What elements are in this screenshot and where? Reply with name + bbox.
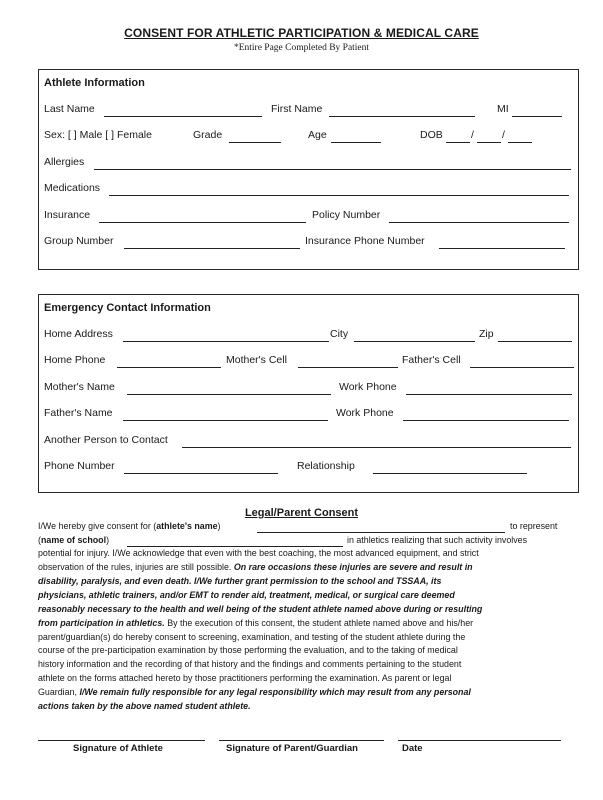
- home-phone-field[interactable]: [117, 367, 221, 368]
- insurance-phone-label: Insurance Phone Number: [305, 235, 425, 247]
- another-person-label: Another Person to Contact: [44, 434, 168, 446]
- group-number-field[interactable]: [124, 248, 300, 249]
- insurance-phone-field[interactable]: [439, 248, 565, 249]
- consent-line: from participation in athletics. By the execution of this consent, the student athlete named above and his/her: [38, 618, 474, 628]
- athlete-name-field[interactable]: [257, 532, 505, 533]
- age-field[interactable]: [331, 142, 381, 143]
- dob-label: DOB: [420, 129, 443, 141]
- insurance-label: Insurance: [44, 209, 91, 221]
- fathers-work-phone-field[interactable]: [403, 420, 569, 421]
- first-name-label: First Name: [271, 103, 323, 115]
- form-subtitle: *Entire Page Completed By Patient: [233, 43, 370, 53]
- athlete-info-section: [38, 69, 579, 270]
- consent-line: course of the pre-participation examination by those performing the evaluation, and to the taking of medical: [38, 645, 458, 655]
- phone-number-field[interactable]: [124, 473, 278, 474]
- consent-line: parent/guardian(s) do hereby consent to screening, examination, and testing of the student athlete during the: [38, 632, 466, 642]
- fathers-cell-field[interactable]: [470, 367, 574, 368]
- consent-line: I/We hereby give consent for (athlete's name): [38, 521, 221, 531]
- age-label: Age: [308, 129, 327, 141]
- dob-separator: /: [471, 129, 474, 141]
- mothers-cell-field[interactable]: [298, 367, 398, 368]
- consent-line: potential for injury. I/We acknowledge that even with the best coaching, the most advanced equipment, and strict: [38, 548, 479, 558]
- consent-line: actions taken by the above named student athlete.: [38, 701, 251, 711]
- consent-line: history information and the recording of that history and the findings and comments pertaining to the student: [38, 659, 462, 669]
- fathers-name-label: Father's Name: [44, 407, 113, 419]
- medications-field[interactable]: [109, 195, 569, 196]
- last-name-field[interactable]: [104, 116, 262, 117]
- city-label: City: [330, 328, 349, 340]
- home-phone-label: Home Phone: [44, 354, 106, 366]
- mi-label: MI: [497, 103, 509, 115]
- sex-checkboxes[interactable]: Sex: [ ] Male [ ] Female: [44, 129, 152, 141]
- emergency-contact-heading: Emergency Contact Information: [44, 302, 211, 314]
- allergies-label: Allergies: [44, 156, 85, 168]
- emergency-contact-section: [38, 294, 579, 493]
- form-title: CONSENT FOR ATHLETIC PARTICIPATION & MEDICAL CARE: [124, 26, 479, 40]
- policy-number-label: Policy Number: [312, 209, 381, 221]
- mothers-cell-label: Mother's Cell: [226, 354, 287, 366]
- athlete-signature-label: Signature of Athlete: [73, 743, 163, 754]
- date-label: Date: [402, 743, 423, 754]
- mothers-name-label: Mother's Name: [44, 381, 115, 393]
- allergies-field[interactable]: [94, 169, 571, 170]
- mi-field[interactable]: [512, 116, 562, 117]
- relationship-label: Relationship: [297, 460, 355, 472]
- insurance-field[interactable]: [99, 222, 306, 223]
- another-person-field[interactable]: [182, 447, 571, 448]
- consent-line: athlete on the forms attached hereto by those practitioners performing the examination. As parent or legal: [38, 673, 452, 683]
- relationship-field[interactable]: [373, 473, 527, 474]
- consent-line: in athletics realizing that such activity involves: [347, 535, 528, 545]
- medications-label: Medications: [44, 182, 101, 194]
- group-number-label: Group Number: [44, 235, 114, 247]
- consent-line: physicians, athletic trainers, and/or EMT to render aid, treatment, medical, or surgical care deemed: [38, 590, 455, 600]
- consent-line: Guardian, I/We remain fully responsible for any legal responsibility which may result from any personal: [38, 687, 471, 697]
- consent-line: to represent: [510, 521, 558, 531]
- mothers-name-field[interactable]: [127, 394, 331, 395]
- phone-number-label: Phone Number: [44, 460, 115, 472]
- city-field[interactable]: [354, 341, 475, 342]
- consent-line: disability, paralysis, and even death. I/We further grant permission to the school and TSSAA, its: [38, 576, 442, 586]
- dob-day-field[interactable]: [477, 142, 501, 143]
- fathers-name-field[interactable]: [123, 420, 328, 421]
- policy-number-field[interactable]: [389, 222, 569, 223]
- parent-signature-label: Signature of Parent/Guardian: [226, 743, 358, 754]
- first-name-field[interactable]: [329, 116, 475, 117]
- consent-heading: Legal/Parent Consent: [244, 507, 359, 519]
- zip-label: Zip: [479, 328, 494, 340]
- consent-line: reasonably necessary to the health and well being of the student athlete named above during or resulting: [38, 604, 483, 614]
- consent-line: (name of school): [38, 535, 110, 545]
- school-name-field[interactable]: [127, 546, 343, 547]
- athlete-signature-field[interactable]: [38, 740, 205, 741]
- athlete-info-heading: Athlete Information: [44, 77, 145, 89]
- consent-line: observation of the rules, injuries are still possible. On rare occasions these injuries are severe and result in: [38, 562, 473, 572]
- home-address-label: Home Address: [44, 328, 113, 340]
- mothers-work-phone-field[interactable]: [406, 394, 572, 395]
- last-name-label: Last Name: [44, 103, 95, 115]
- dob-separator: /: [502, 129, 505, 141]
- dob-month-field[interactable]: [446, 142, 470, 143]
- work-phone-label: Work Phone: [339, 381, 397, 393]
- work-phone-label: Work Phone: [336, 407, 394, 419]
- grade-label: Grade: [193, 129, 223, 141]
- date-field[interactable]: [398, 740, 561, 741]
- home-address-field[interactable]: [123, 341, 329, 342]
- fathers-cell-label: Father's Cell: [402, 354, 461, 366]
- dob-year-field[interactable]: [508, 142, 532, 143]
- zip-field[interactable]: [498, 341, 572, 342]
- grade-field[interactable]: [229, 142, 281, 143]
- parent-signature-field[interactable]: [219, 740, 384, 741]
